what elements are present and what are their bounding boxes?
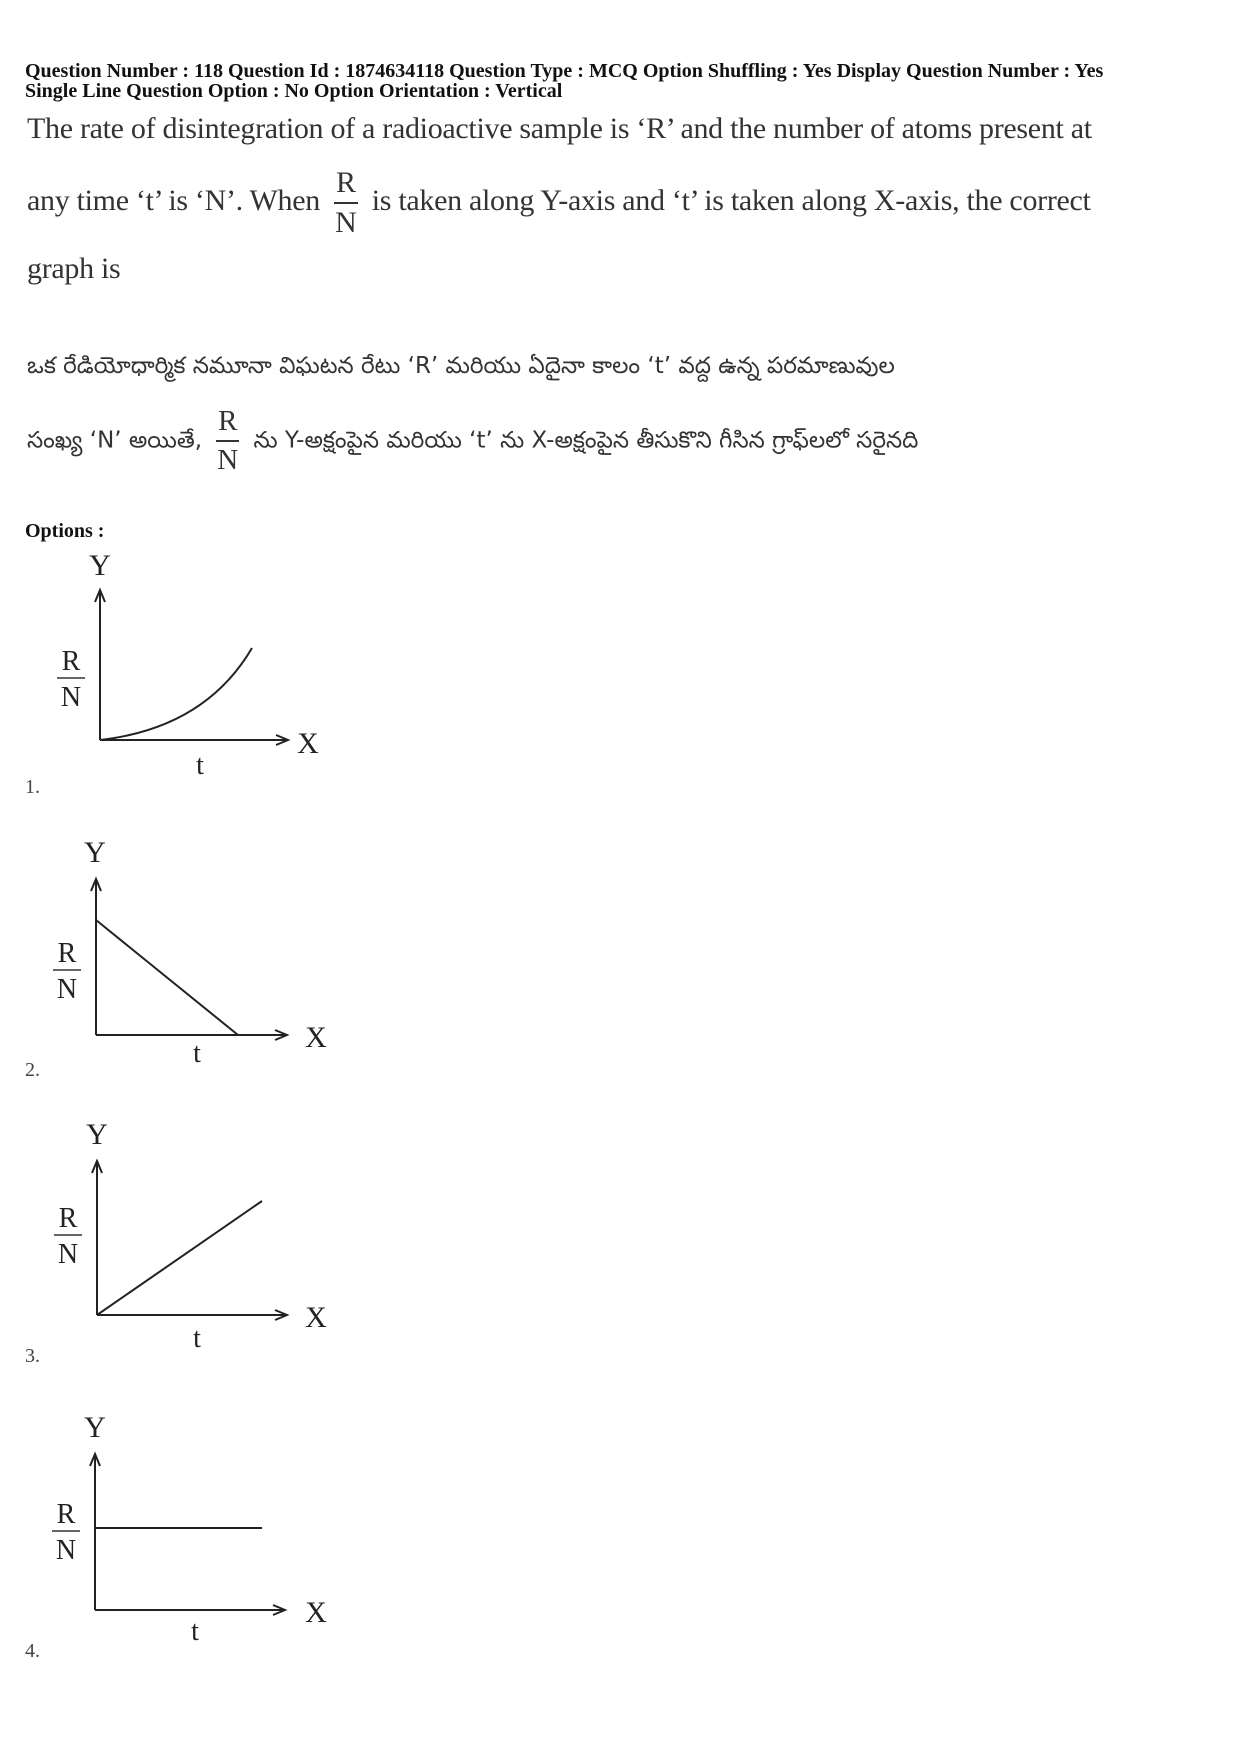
option-3-ratio-num: R [58, 1203, 78, 1234]
question-meta [25, 61, 1225, 101]
option-1-curve [100, 648, 252, 740]
option-1-number: 1. [25, 776, 40, 798]
fraction-denominator-te: N [217, 444, 239, 476]
option-2-t-label: t [193, 1038, 201, 1069]
option-4-y-label: Y [84, 1411, 106, 1444]
option-2-number: 2. [25, 1059, 40, 1081]
question-te-line-2-before: సంఖ్య ‘N’ అయితే, [27, 427, 203, 454]
question-te-line-2-after: ను Y-అక్షంపైన మరియు ‘t’ ను X-అక్షంపైన తీసుకొని గీసిన గ్రాఫ్‌లలో సరైనది [253, 427, 919, 454]
option-3-y-label: Y [86, 1118, 108, 1151]
option-1-ratio-den: N [60, 682, 82, 713]
ratio-fraction [334, 168, 358, 238]
option-1-t-label: t [196, 750, 204, 781]
option-3-line [97, 1201, 262, 1315]
option-1-ratio-num: R [61, 646, 81, 677]
option-2-graph[interactable] [40, 835, 340, 1069]
option-3-graph[interactable] [40, 1117, 340, 1354]
option-4-x-label: X [305, 1596, 327, 1629]
fraction-numerator-te: R [216, 407, 239, 442]
option-3-t-label: t [193, 1323, 201, 1354]
question-te-line-1: ఒక రేడియోధార్మిక నమూనా విఘటన రేటు ‘R’ మరియు ఏదైనా కాలం ‘t’ వద్ద ఉన్న పరమాణువుల [27, 353, 895, 379]
options-label: Options : [25, 520, 105, 542]
option-4-t-label: t [191, 1616, 199, 1647]
meta-line-1: Question Number : 118 Question Id : 1874634118 Question Type : MCQ Option Shuffling : Yes Display Question Number : Yes [25, 60, 1104, 82]
option-1-x-label: X [297, 727, 319, 760]
fraction-numerator: R [334, 168, 358, 204]
option-4-ratio-num: R [56, 1499, 76, 1530]
option-2-line [96, 920, 238, 1035]
question-en-line-1: The rate of disintegration of a radioactive sample is ‘R’ and the number of atoms present at [27, 112, 1092, 145]
option-3-number: 3. [25, 1345, 40, 1367]
option-2-y-label: Y [84, 836, 106, 869]
option-3-x-label: X [305, 1301, 327, 1334]
fraction-denominator: N [335, 206, 357, 239]
option-1-graph[interactable] [40, 548, 340, 781]
question-en-line-2 [27, 168, 1207, 238]
option-4-number: 4. [25, 1640, 40, 1662]
option-2-ratio-num: R [57, 938, 77, 969]
question-en-line-2-before: any time ‘t’ is ‘N’. When [27, 183, 320, 217]
ratio-fraction-te [216, 407, 239, 475]
option-2-x-label: X [305, 1021, 327, 1054]
option-4-graph[interactable] [40, 1410, 340, 1647]
question-en-line-2-after: is taken along Y-axis and ‘t’ is taken along X-axis, the correct [371, 183, 1091, 217]
option-1-y-label: Y [89, 549, 111, 582]
option-4-ratio-den: N [55, 1535, 77, 1566]
option-2-ratio-den: N [56, 974, 78, 1005]
option-3-ratio-den: N [57, 1239, 79, 1270]
meta-line-2: Single Line Question Option : No Option Orientation : Vertical [25, 80, 563, 102]
question-en-line-3: graph is [27, 252, 121, 285]
question-te-line-2 [27, 407, 1207, 475]
